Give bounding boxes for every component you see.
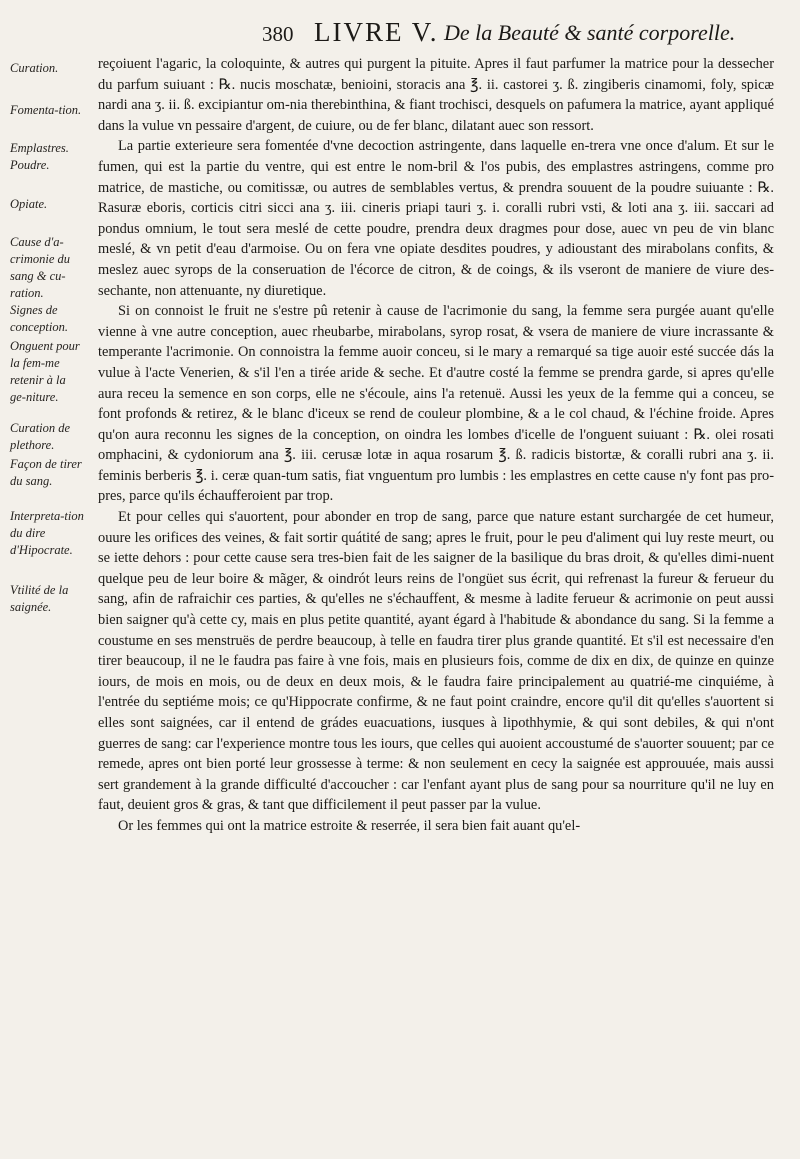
margin-note: Opiate. [10,197,48,211]
running-title: De la Beauté & santé corporelle. [444,20,736,45]
paragraph: La partie exterieure sera fomentée d'vne decoction astringente, dans laquelle en-trera vne once d'alum. Et sur le fumen, qui est la partie du ventre, qui est entre le nom-bril & l'os pubis, des emplastres astringens, comme pro matrice, de mastiche, ou comitissæ, ou autres de semblables vertus, & prendra souuent de la poudre suiuante : ℞. Rasuræ eboris, corticis citri sicci ana ʒ. iii. cineris priapi tauri ʒ. i. coralli rubri vsti, & loti ana ʒ. iii. saccari ad pondus omnium, le tout sera meslé de cette poudre, prendra deux dragmes pour dose, auec vn peu de vin blanc meslé, & vn petit d'eau d'armoise. Ou on fera vne opiate desdites poudres, y adioustant des mirabolans confits, & meslez auec syrops de la conseruation de l'écorce de citron, & de coings, & ils vseront de maniere de viure des-sechante, non attenuante, ny diuretique. [98,138,774,299]
margin-note: Emplastres. Poudre. [10,141,69,172]
paragraph: Si on connoist le fruit ne s'estre pû retenir à cause de l'acrimonie du sang, la femme sera purgée auant qu'elle vienne à vne autre conception, auec rheubarbe, mirabolans, syrop rosat, & vsera de maniere de viure incrassante & temperante l'acrimonie. On connoistra la femme auoir conceu, si le mary a remarqué sa tige auoir esté succée dás la vulue à l'acte Venerien, & s'il l'en a tirée aride & seche. Et d'autre costé la femme se prendra garde, si apres qu'elle aura receu la semence en son corps, elle ne s'écoule, ains l'a retenuë. Aussi les yeux de la femme qui a conceu, se font profonds & retirez, & le blanc d'iceux se rend de couleur plombine, & a le col chaud, & l'échine froide. Apres qu'on aura reconnu les signes de la conception, on oindra les lombes d'icelle de l'onguent suiuant : ℞. olei rosati omphacini, & cydoniorum ana ℥. iii. cerusæ lotæ in aqua rosarum ℥. ß. radicis bistortæ, & coralli rubri ana ʒ. ii. feminis berberis ℥. i. ceræ quan-tum satis, fiat vnguentum pro lumbis : les emplastres en cette cause n'y font pas pro-pres, parce qu'ils échaufferoient par trop. [98,303,774,505]
paragraph: reçoiuent l'agaric, la coloquinte, & autres qui purgent la pituite. Apres il faut parfumer la matrice pour la dessecher du parfum suiuant : ℞. nucis moschatæ, benioini, storacis ana ℥. ii. castorei ʒ. ß. zingiberis cinamomi, foly, spicæ nardi ana ʒ. ii. ß. excipiantur om-nia therebinthina, & fiant trochisci, desquels on pafumera la matrice, ayant appliqué dans la vulue vn pessaire d'argent, de cuiure, ou de fer blanc, dilatant auec son ressort. [98,56,774,134]
margin-note: Onguent pour la fem-me retenir à la ge-niture. [10,339,80,404]
margin-note: Façon de tirer du sang. [10,457,82,488]
margin-note: Vtilité de la saignée. [10,583,69,614]
margin-note: Fomenta-tion. [10,103,82,117]
margin-note: Signes de conception. [10,303,68,334]
paragraph: Et pour celles qui s'auortent, pour abonder en trop de sang, parce que nature estant surchargée de cet humeur, ouure les orifices des veines, & fait sortir quátité de sang; apres le fruit, pour le peu d'aliment qui luy reste meurt, ou se iette dehors : pour cette cause sera tres-bien fait de les saigner de la basilique du bras droit, & qu'elles dimi-nuent quelque peu de leur boire & mãger, & oindrót leurs reins de l'ongüet sus écrit, qui refrenast la fureur & ferueur du sang, afin de rafraichir ces parties, & qu'elles ne s'échauffent, & mesme à ladite ferueur & acrimonie on peut aussi bien saigner qu'à cette cy, mais en plus petite quantité, ayant égard à l'habitude & abondance du sang. Si la femme a coustume en ses menstruës de perdre beaucoup, à telle en faudra tirer plus grande quantité. Et s'il est necessaire d'en tirer beaucoup, il ne le faudra pas faire à vne fois, mais en plusieurs fois, comme de dix en dix, de quinze en quinze iours, de mois en mois, ou de deux en deux mois, & le faudra faire principalement au quatrié-me cinquiéme, à l'entrée du septiéme mois; ce qu'Hippocrate confirme, & ne faut point craindre, encore qu'il dit qu'elles s'auortent si elles sont saignées, car il entend de grádes euacuations, iusques à lipothhymie, & qui sont debiles, & qui n'ont guerres de sang: car l'experience montre tous les iours, que celles qui auoient accoustumé de s'auorter souuent; par ce remede, apres ont bien porté leur grossesse à terme: & non seulement en cecy la saignée est approuuée, mais aussi sert grandement à la grande difficulté d'accoucher : car l'enfant ayant plus de sang pour sa nourriture qu'il ne luy en faut, deuient gros & gras, & tant que difficilement il peut passer par la vulue. [98,509,774,814]
margin-note: Curation de plethore. [10,421,71,452]
page-number: 380 [262,22,294,46]
book-title: LIVRE V. [314,17,439,47]
margin-note: Curation. [10,61,59,75]
page-header [262,14,736,56]
body-text [98,54,774,837]
paragraph: Or les femmes qui ont la matrice estroite & reserrée, il sera bien fait auant qu'el- [118,817,581,834]
margin-note: Interpreta-tion du dire d'Hipocrate. [10,509,84,557]
margin-note: Cause d'a-crimonie du sang & cu-ration. [10,235,71,300]
